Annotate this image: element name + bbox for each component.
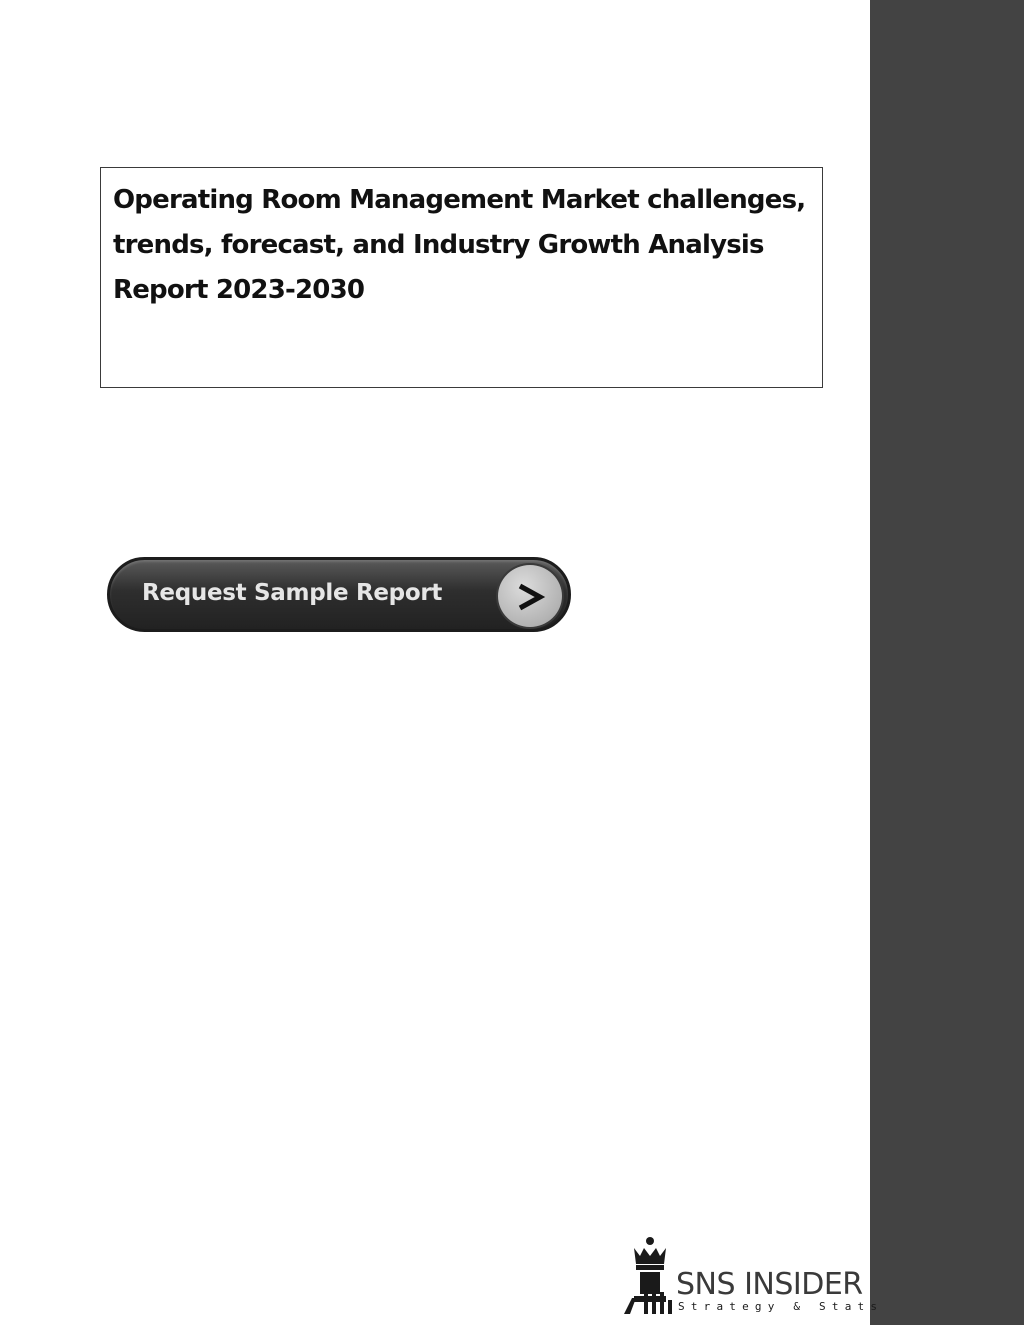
logo-tagline: Strategy & Stats bbox=[678, 1300, 884, 1313]
title-box bbox=[100, 167, 823, 388]
sns-insider-logo bbox=[622, 1236, 884, 1318]
logo-name: SNS INSIDER bbox=[676, 1267, 863, 1302]
document-title: Operating Room Management Market challenges, trends, forecast, and Industry Growth Analysis Report 2023-2030 bbox=[113, 185, 806, 305]
right-sidebar-band bbox=[870, 0, 1024, 1325]
chevron-right-icon bbox=[514, 581, 546, 613]
arrow-circle bbox=[496, 563, 564, 629]
request-sample-report-button[interactable] bbox=[107, 557, 571, 632]
chess-king-icon bbox=[622, 1236, 676, 1316]
request-sample-report-label: Request Sample Report bbox=[142, 580, 443, 606]
